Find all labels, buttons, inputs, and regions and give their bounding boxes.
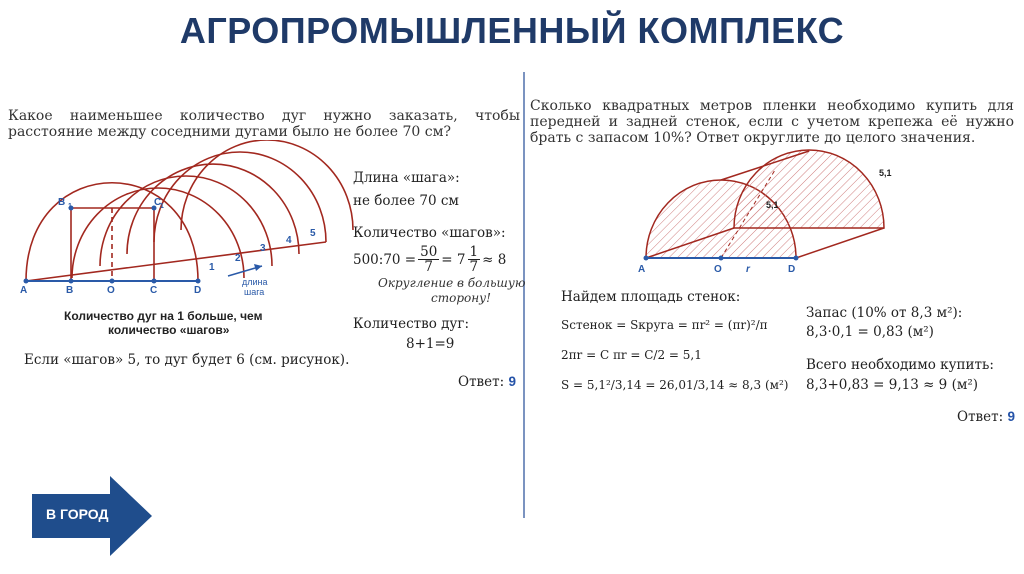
svg-text:O: O [107, 285, 115, 296]
steps-calc: 500:70 = $\frac{50}{7}$ = 7 $\frac{1}{7}$ ≈ 8 [353, 244, 507, 275]
area-calc: S = 5,1²/3,14 = 26,01/3,14 ≈ 8,3 (м²) [561, 378, 789, 392]
svg-text:B: B [58, 197, 66, 208]
svg-text:1: 1 [68, 203, 72, 210]
note-line-2: количество «шагов» [108, 323, 230, 337]
svg-text:5: 5 [310, 228, 316, 239]
reserve-calc: 8,3·0,1 = 0,83 (м²) [806, 324, 934, 340]
rounding-note-2: сторону! [431, 291, 491, 305]
column-divider [523, 72, 525, 518]
find-area-title: Найдем площадь стенок: [561, 289, 741, 305]
total-calc: 8,3+0,83 = 9,13 ≈ 9 (м²) [806, 377, 979, 393]
svg-text:2: 2 [235, 253, 241, 264]
step-length-value: не более 70 см [353, 193, 459, 209]
arcs-calc: 8+1=9 [406, 336, 455, 352]
total-title: Всего необходимо купить: [806, 357, 994, 373]
to-city-button[interactable] [32, 476, 152, 556]
svg-text:1: 1 [160, 203, 164, 210]
circumference-formula: 2πr = C πr = C/2 = 5,1 [561, 348, 702, 362]
greenhouse-wall-diagram [634, 148, 914, 288]
note-line-1: Количество дуг на 1 больше, чем [64, 309, 263, 323]
steps-count-title: Количество «шагов»: [353, 225, 506, 241]
reserve-title: Запас (10% от 8,3 м²): [806, 305, 963, 321]
step-length-title: Длина «шага»: [353, 170, 460, 186]
svg-text:шага: шага [244, 287, 265, 297]
area-formula: Sстенок = Sкруга = πr² = (πr)²/π [561, 318, 768, 332]
left-answer: Ответ: 9 [458, 374, 516, 390]
right-question: Сколько квадратных метров пленки необходимо купить для передней и задней стенок, если с учетом крепежа её нужно брать с запасом 10%? Ответ округлите до целого значения. [530, 98, 1014, 146]
arcs-count-title: Количество дуг: [353, 316, 469, 332]
page-title: АГРОПРОМЫШЛЕННЫЙ КОМПЛЕКС [179, 10, 845, 51]
svg-text:1: 1 [209, 262, 215, 273]
svg-text:B: B [66, 285, 74, 296]
svg-text:4: 4 [286, 235, 292, 246]
rounding-note-1: Округление в большую [378, 276, 526, 290]
svg-text:D: D [194, 285, 202, 296]
right-answer: Ответ: 9 [957, 409, 1015, 425]
svg-text:C: C [150, 285, 158, 296]
to-city-label: В ГОРОД [46, 506, 109, 522]
greenhouse-arcs-diagram [14, 140, 354, 320]
example-text: Если «шагов» 5, то дуг будет 6 (см. рисунок). [24, 352, 350, 368]
svg-text:r: r [746, 264, 750, 275]
svg-text:длина: длина [242, 277, 268, 287]
svg-text:3: 3 [260, 243, 266, 254]
svg-text:5,1: 5,1 [879, 168, 892, 178]
svg-text:A: A [20, 285, 28, 296]
left-question: Какое наименьшее количество дуг нужно заказать, чтобы расстояние между соседними дугами было не более 70 см? [8, 108, 520, 140]
svg-text:C: C [154, 197, 162, 208]
svg-text:A: A [638, 264, 646, 275]
svg-text:D: D [788, 264, 796, 275]
svg-text:5,1: 5,1 [766, 200, 779, 210]
svg-text:O: O [714, 264, 722, 275]
